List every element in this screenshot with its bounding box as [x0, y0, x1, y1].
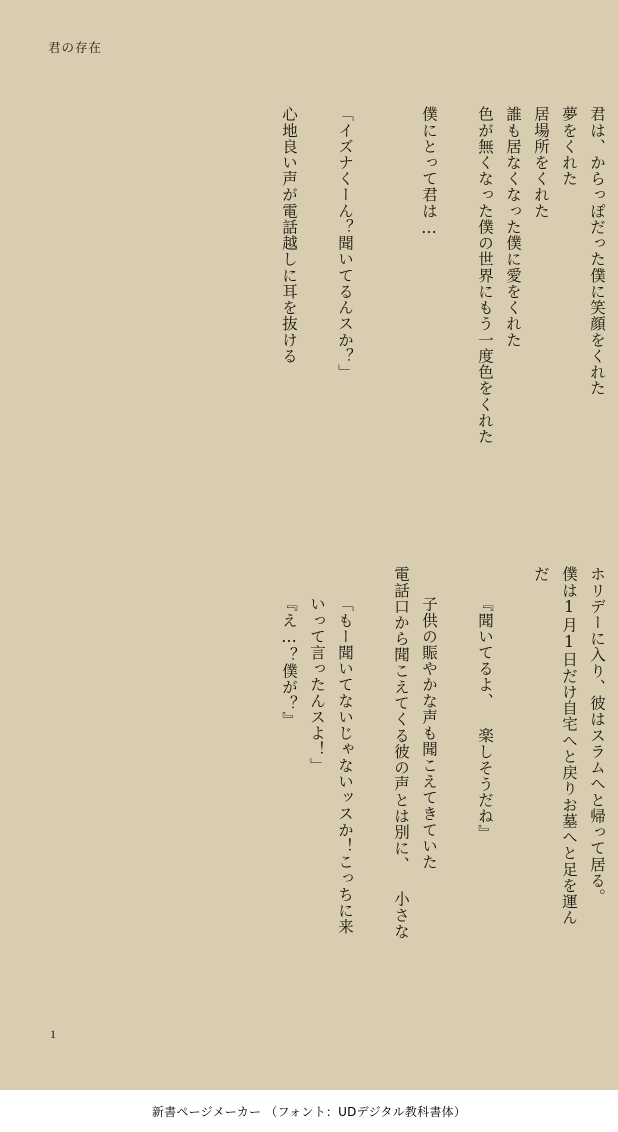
- page-title: 君の存在: [48, 40, 103, 55]
- text-column: いって言ったんスよ！」: [308, 596, 326, 774]
- text-column: 子供の賑やかな声も聞こえてきていた: [420, 596, 438, 871]
- footer-bar: [0, 1090, 618, 1132]
- text-column: 君は、からっぽだった僕に笑顔をくれた: [588, 106, 606, 397]
- text-column: 誰も居なくなった僕に愛をくれた: [504, 106, 522, 348]
- text-column: 『え…？僕が？』: [280, 596, 298, 728]
- text-column: 色が無くなった僕の世界にもう一度色をくれた: [476, 106, 494, 445]
- text-column: 僕にとって君は…: [420, 106, 438, 238]
- text-column: だ: [532, 566, 550, 583]
- text-column: 心地良い声が電話越しに耳を抜ける: [280, 106, 298, 364]
- text-column: 「もー聞いてないじゃないッスか！こっちに来: [336, 596, 354, 935]
- text-column: 「イズナくーん？聞いてるんスか？」: [336, 106, 354, 381]
- text-column: 居場所をくれた: [532, 106, 550, 219]
- footer-credit: 新書ページメーカー （フォント：UDデジタル教科書体）: [151, 1104, 467, 1119]
- text-column: 僕は1月1日だけ自宅へと戻りお墓へと足を運ん: [560, 566, 578, 926]
- text-column: ホリデーに入り、彼はスラムへと帰って居る。: [588, 566, 606, 905]
- page-number: 1: [50, 1027, 56, 1041]
- text-column: 夢をくれた: [560, 106, 578, 187]
- text-column: 『聞いてるよ、 楽しそうだね』: [476, 596, 494, 841]
- page-inner: [30, 22, 606, 1060]
- vertical-text-body: [48, 66, 614, 1036]
- text-column: 電話口から聞こえてくる彼の声とは別に、 小さな: [392, 566, 410, 940]
